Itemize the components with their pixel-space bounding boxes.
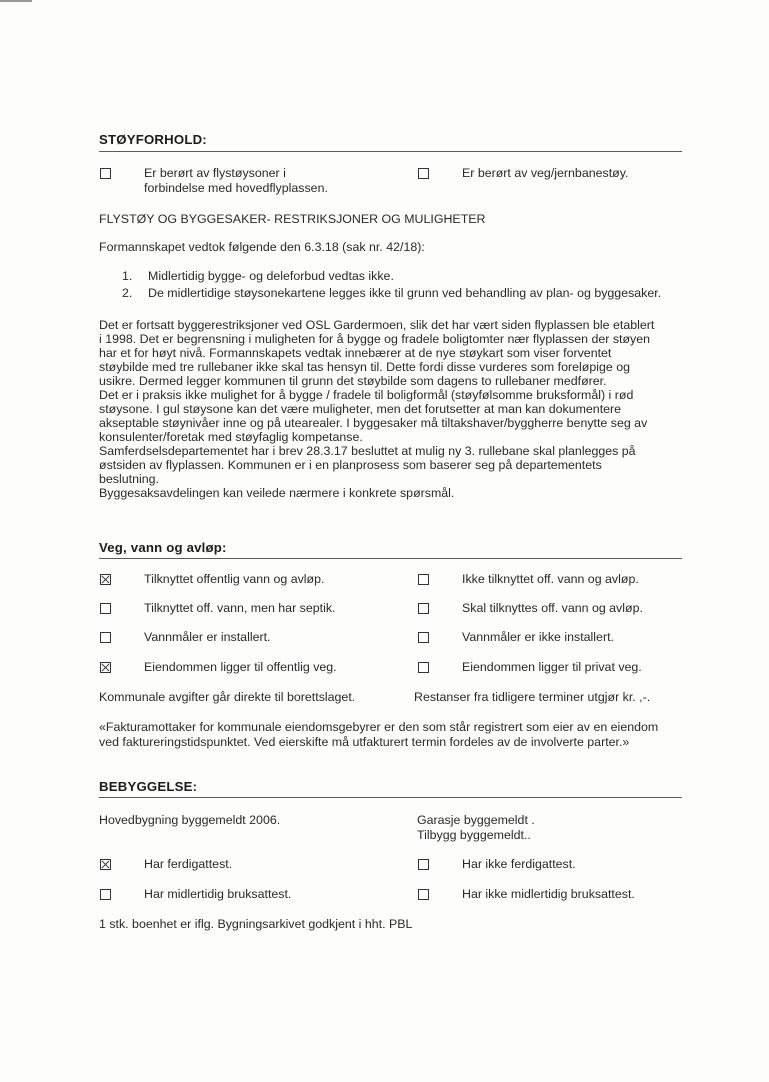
body-line: konsulenter/foretak med støyfaglig kompetanse.: [99, 430, 363, 444]
checkbox-label: Skal tilknyttes off. vann og avløp.: [462, 601, 643, 615]
checkbox-label: Har ikke ferdigattest.: [462, 857, 576, 871]
checkbox-label: Tilknyttet offentlig vann og avløp.: [144, 572, 325, 586]
extension-text: Tilbygg byggemeldt..: [417, 828, 531, 842]
body-line: østsiden av flyplassen. Kommunen er i en planprosess som baserer seg på departementets: [99, 458, 602, 472]
checkbox-ferdigattest[interactable]: [100, 859, 111, 870]
checkbox-label: Vannmåler er installert.: [144, 630, 271, 644]
checkbox-label: Eiendommen ligger til privat veg.: [462, 660, 642, 674]
intro-text: Formannskapet vedtok følgende den 6.3.18 (sak nr. 42/18):: [99, 240, 425, 254]
section-divider: [99, 797, 682, 798]
fees-text: Kommunale avgifter går direkte til borettslaget.: [99, 690, 356, 704]
garage-text: Garasje byggemeldt .: [417, 813, 535, 827]
arrears-text: Restanser fra tidligere terminer utgjør kr. ,-.: [414, 690, 651, 704]
subheading-flystoy: FLYSTØY OG BYGGESAKER- RESTRIKSJONER OG MULIGHETER: [99, 212, 486, 226]
body-line: støysone. I gul støysone kan det være muligheter, men det forutsetter at man kan dokumentere: [99, 402, 622, 416]
checkbox-label: Har ikke midlertidig bruksattest.: [462, 887, 635, 901]
list-item: 2. De midlertidige støysonekartene legges ikke til grunn ved behandling av plan- og byggesaker.: [122, 286, 662, 300]
checkbox-flystoy[interactable]: [100, 168, 111, 179]
main-building-text: Hovedbygning byggemeldt 2006.: [99, 813, 281, 827]
body-line: støybilde med tre rullebaner ikke skal tas hensyn til. Dette fordi disse vurderes som foreløpige og: [99, 360, 630, 374]
body-line: akseptable støynivåer inne og på utearealer. I byggesaker må tiltakshaver/byggherre benytte seg av: [99, 416, 648, 430]
checkbox-vannmaler-ikke-installert[interactable]: [418, 632, 429, 643]
section-divider: [99, 558, 682, 559]
checkbox-ikke-ferdigattest[interactable]: [418, 859, 429, 870]
checkbox-vannmaler-installert[interactable]: [100, 632, 111, 643]
section-heading-stoyforhold: STØYFORHOLD:: [99, 132, 207, 147]
checkbox-label-flystoy-cont: forbindelse med hovedflyplassen.: [144, 181, 328, 195]
body-line: har et for høyt nivå. Formannskapets vedtak innebærer at de nye støykart som viser forventet: [99, 346, 612, 360]
body-line: Det er fortsatt byggerestriksjoner ved OSL Gardermoen, slik det har vært siden flyplassen ble etablert: [99, 318, 655, 332]
checkbox-label: Har ferdigattest.: [144, 857, 233, 871]
body-line: Samferdselsdepartementet har i brev 28.3.17 besluttet at mulig ny 3. rullebane skal planlegges på: [99, 444, 636, 458]
checkbox-label: Eiendommen ligger til offentlig veg.: [144, 660, 337, 674]
checkbox-label: Har midlertidig bruksattest.: [144, 887, 292, 901]
checkbox-midlertidig-bruksattest[interactable]: [100, 889, 111, 900]
checkbox-offentlig-veg[interactable]: [100, 662, 111, 673]
checkbox-skal-tilknyttes[interactable]: [418, 603, 429, 614]
checkbox-septik[interactable]: [100, 603, 111, 614]
body-line: beslutning.: [99, 472, 159, 486]
section-heading-bebyggelse: BEBYGGELSE:: [99, 779, 198, 794]
checkbox-ikke-midlertidig-bruksattest[interactable]: [418, 889, 429, 900]
section-heading-veg-vann-avlop: Veg, vann og avløp:: [99, 540, 227, 555]
invoice-note-line: «Fakturamottaker for kommunale eiendomsgebyrer er den som står registrert som eier av en eiendom: [99, 720, 659, 734]
body-line: Byggesaksavdelingen kan veilede nærmere i konkrete spørsmål.: [99, 486, 455, 500]
checkbox-label: Tilknyttet off. vann, men har septik.: [144, 601, 336, 615]
checkbox-label-flystoy: Er berørt av flystøysoner i: [144, 166, 286, 180]
housing-unit-note: 1 stk. boenhet er iflg. Bygningsarkivet godkjent i hht. PBL: [99, 917, 413, 931]
scan-edge-mark: [0, 0, 32, 2]
list-item: 1. Midlertidig bygge- og deleforbud vedtas ikke.: [122, 269, 394, 283]
checkbox-label-vegstoy: Er berørt av veg/jernbanestøy.: [462, 166, 629, 180]
checkbox-label: Vannmåler er ikke installert.: [462, 630, 614, 644]
body-line: Det er i praksis ikke mulighet for å bygge / fradele til boligformål (støyfølsomme bruksformål) i rød: [99, 388, 634, 402]
checkbox-offentlig-vann-avlop[interactable]: [100, 574, 111, 585]
checkbox-vegstoy[interactable]: [418, 168, 429, 179]
checkbox-label: Ikke tilknyttet off. vann og avløp.: [462, 572, 639, 586]
invoice-note-line: ved faktureringstidspunktet. Ved eierskifte må utfakturert termin fordeles av de involverte parter.»: [99, 735, 630, 749]
checkbox-ikke-tilknyttet[interactable]: [418, 574, 429, 585]
decision-list: [122, 268, 661, 302]
checkbox-privat-veg[interactable]: [418, 662, 429, 673]
body-line: i 1998. Det er begrensning i muligheten for å bygge og fradele boligtomter nær flyplassen der støyen: [99, 332, 651, 346]
section-divider: [99, 151, 682, 152]
body-paragraph-restrictions: [99, 318, 654, 500]
body-line: usikre. Dermed legger kommunen til grunn det støybilde som dagens to rullebaner medfører.: [99, 374, 607, 388]
